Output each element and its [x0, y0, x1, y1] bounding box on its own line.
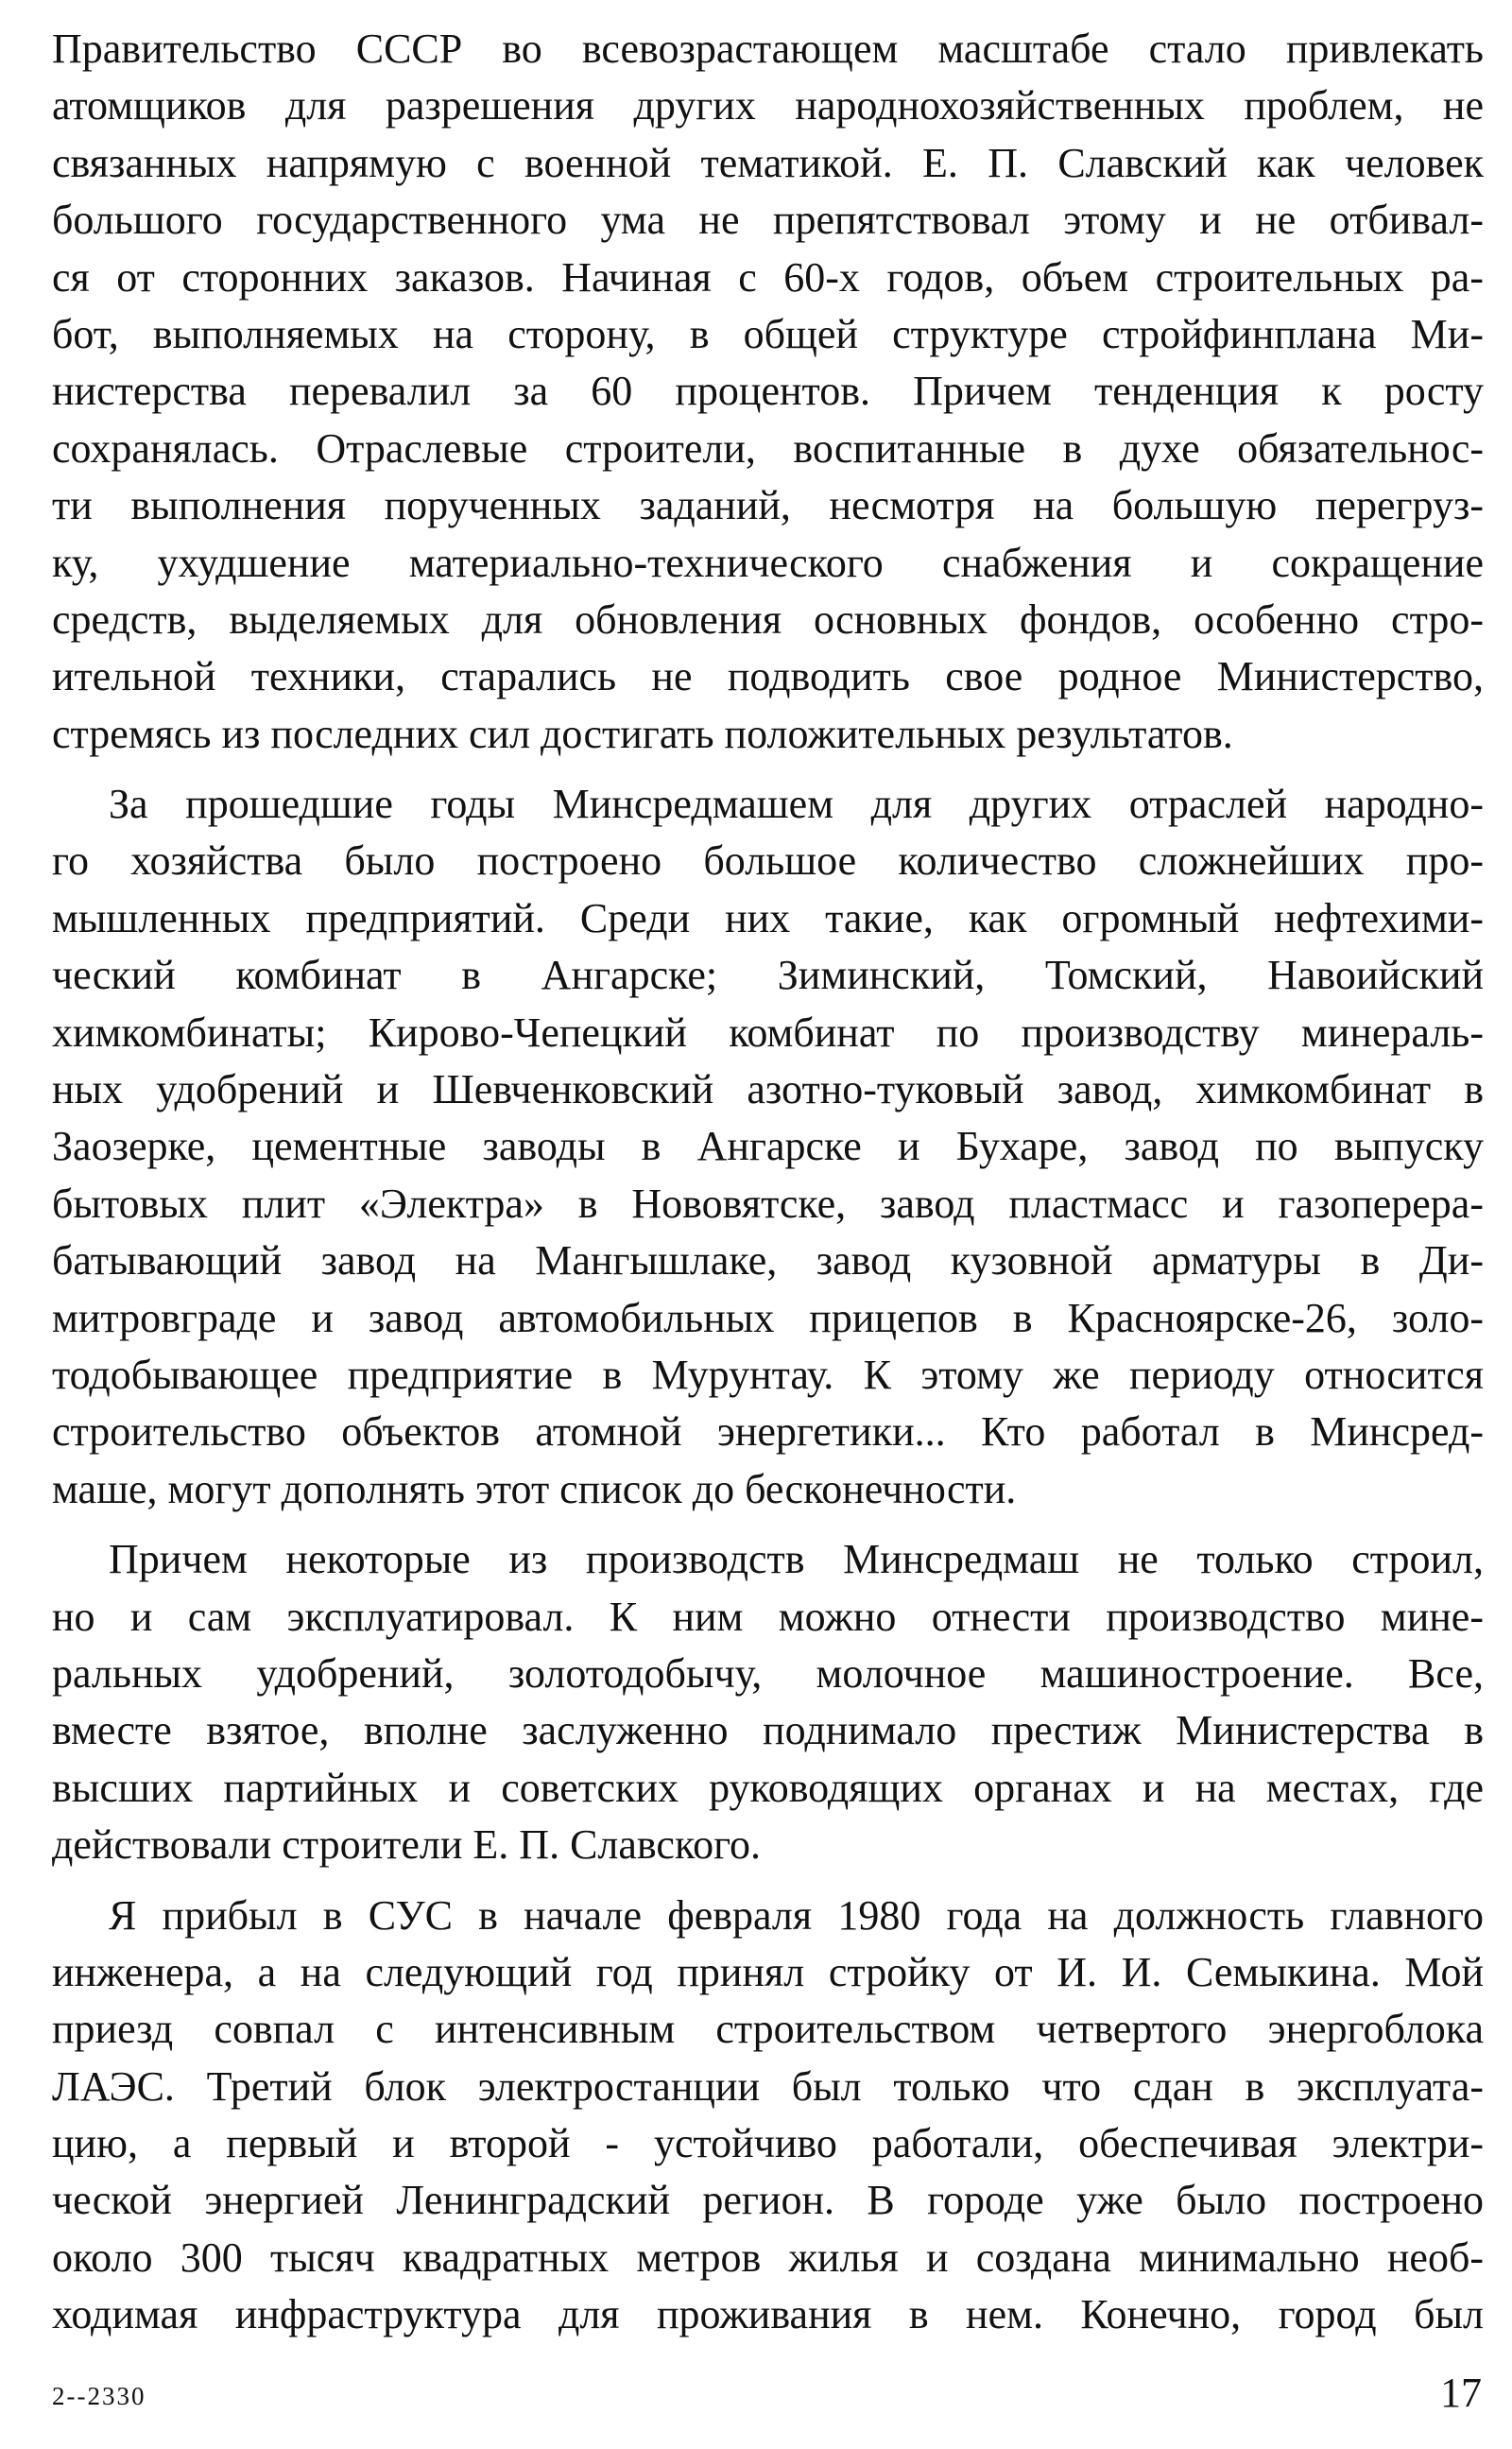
- text-line: вместе взятое, вполне заслуженно поднимало престиж Министерства в: [52, 1707, 1484, 1754]
- text-line: ку, ухудшение материально-технического снабжения и сокращение: [52, 539, 1484, 586]
- text-line: средств, выделяемых для обновления основных фондов, особенно стро-: [52, 595, 1484, 643]
- text-line: нистерства перевалил за 60 процентов. Причем тенденция к росту: [52, 368, 1484, 415]
- text-line: ральных удобрений, золотодобычу, молочное машиностроение. Все,: [52, 1649, 1484, 1697]
- text-body: [52, 21, 1484, 2344]
- text-line: ти выполнения порученных заданий, несмотря на большую перегруз-: [52, 482, 1484, 529]
- text-line: ходимая инфраструктура для проживания в нем. Конечно, город был: [52, 2291, 1484, 2338]
- text-line: митровграде и завод автомобильных прицепов в Красноярске-26, золо-: [52, 1294, 1484, 1341]
- text-line: ительной техники, старались не подводить свое родное Министерство,: [52, 653, 1484, 700]
- text-line: Причем некоторые из производств Минсредмаш не только строил,: [109, 1536, 1484, 1583]
- paragraph: [52, 1888, 1484, 2344]
- text-line: ческой энергией Ленинградский регион. В городе уже было построено: [52, 2177, 1484, 2224]
- text-line: бытовых плит «Электра» в Нововятске, завод пластмасс и газоперера-: [52, 1180, 1484, 1227]
- text-line: Заозерке, цементные заводы в Ангарске и Бухаре, завод по выпуску: [52, 1123, 1484, 1170]
- text-line: около 300 тысяч квадратных метров жилья и создана минимально необ-: [52, 2233, 1484, 2281]
- text-line: химкомбинаты; Кирово-Чепецкий комбинат по производству минераль-: [52, 1009, 1484, 1056]
- text-line: строительство объектов атомной энергетики... Кто работал в Минсред-: [52, 1408, 1484, 1456]
- text-line: ЛАЭС. Третий блок электростанции был только что сдан в эксплуата-: [52, 2062, 1484, 2110]
- text-line: тодобывающее предприятие в Мурунтау. К этому же периоду относится: [52, 1351, 1484, 1398]
- text-line: но и сам эксплуатировал. К ним можно отнести производство мине-: [52, 1593, 1484, 1640]
- text-line: действовали строители Е. П. Славского.: [52, 1821, 762, 1869]
- book-page: [52, 21, 1484, 2422]
- text-line: стремясь из последних сил достигать положительных результатов.: [52, 710, 1233, 757]
- text-line: цию, а первый и второй - устойчиво работали, обеспечивая электри-: [52, 2120, 1484, 2167]
- text-line: бот, выполняемых на сторону, в общей структуре стройфинплана Ми-: [52, 310, 1484, 357]
- page-number: 17: [1440, 2370, 1482, 2416]
- text-line: сохранялась. Отраслевые строители, воспитанные в духе обязательнос-: [52, 424, 1484, 472]
- text-line: маше, могут дополнять этот список до бесконечности.: [52, 1465, 1017, 1512]
- paragraph: [52, 21, 1484, 763]
- text-line: го хозяйства было построено большое количество сложнейших про-: [52, 837, 1484, 885]
- paragraph: [52, 1531, 1484, 1873]
- text-line: ся от сторонних заказов. Начиная с 60-х годов, объем строительных ра-: [52, 253, 1484, 301]
- text-line: За прошедшие годы Минсредмашем для других отраслей народно-: [109, 781, 1484, 828]
- text-line: батывающий завод на Мангышлаке, завод кузовной арматуры в Ди-: [52, 1237, 1484, 1285]
- text-line: большого государственного ума не препятствовал этому и не отбивал-: [52, 197, 1484, 244]
- printer-signature-mark: 2--2330: [52, 2382, 146, 2410]
- text-line: Правительство СССР во всевозрастающем масштабе стало привлекать: [52, 26, 1484, 72]
- text-line: инженера, а на следующий год принял стройку от И. И. Семыкина. Мой: [52, 1948, 1484, 1995]
- text-line: связанных напрямую с военной тематикой. Е. П. Славский как человек: [52, 139, 1484, 186]
- page-footer: [52, 2369, 1484, 2416]
- text-line: атомщиков для разрешения других народнохозяйственных проблем, не: [52, 82, 1484, 129]
- text-line: ческий комбинат в Ангарске; Зиминский, Томский, Навоийский: [52, 952, 1484, 999]
- text-line: высших партийных и советских руководящих органах и на местах, где: [52, 1764, 1484, 1811]
- text-line: Я прибыл в СУС в начале февраля 1980 года на должность главного: [109, 1891, 1484, 1939]
- text-line: приезд совпал с интенсивным строительством четвертого энергоблока: [52, 2006, 1484, 2053]
- paragraph: [52, 776, 1484, 1518]
- text-line: ных удобрений и Шевченковский азотно-туковый завод, химкомбинат в: [52, 1066, 1484, 1113]
- text-line: мышленных предприятий. Среди них такие, как огромный нефтехими-: [52, 894, 1484, 941]
